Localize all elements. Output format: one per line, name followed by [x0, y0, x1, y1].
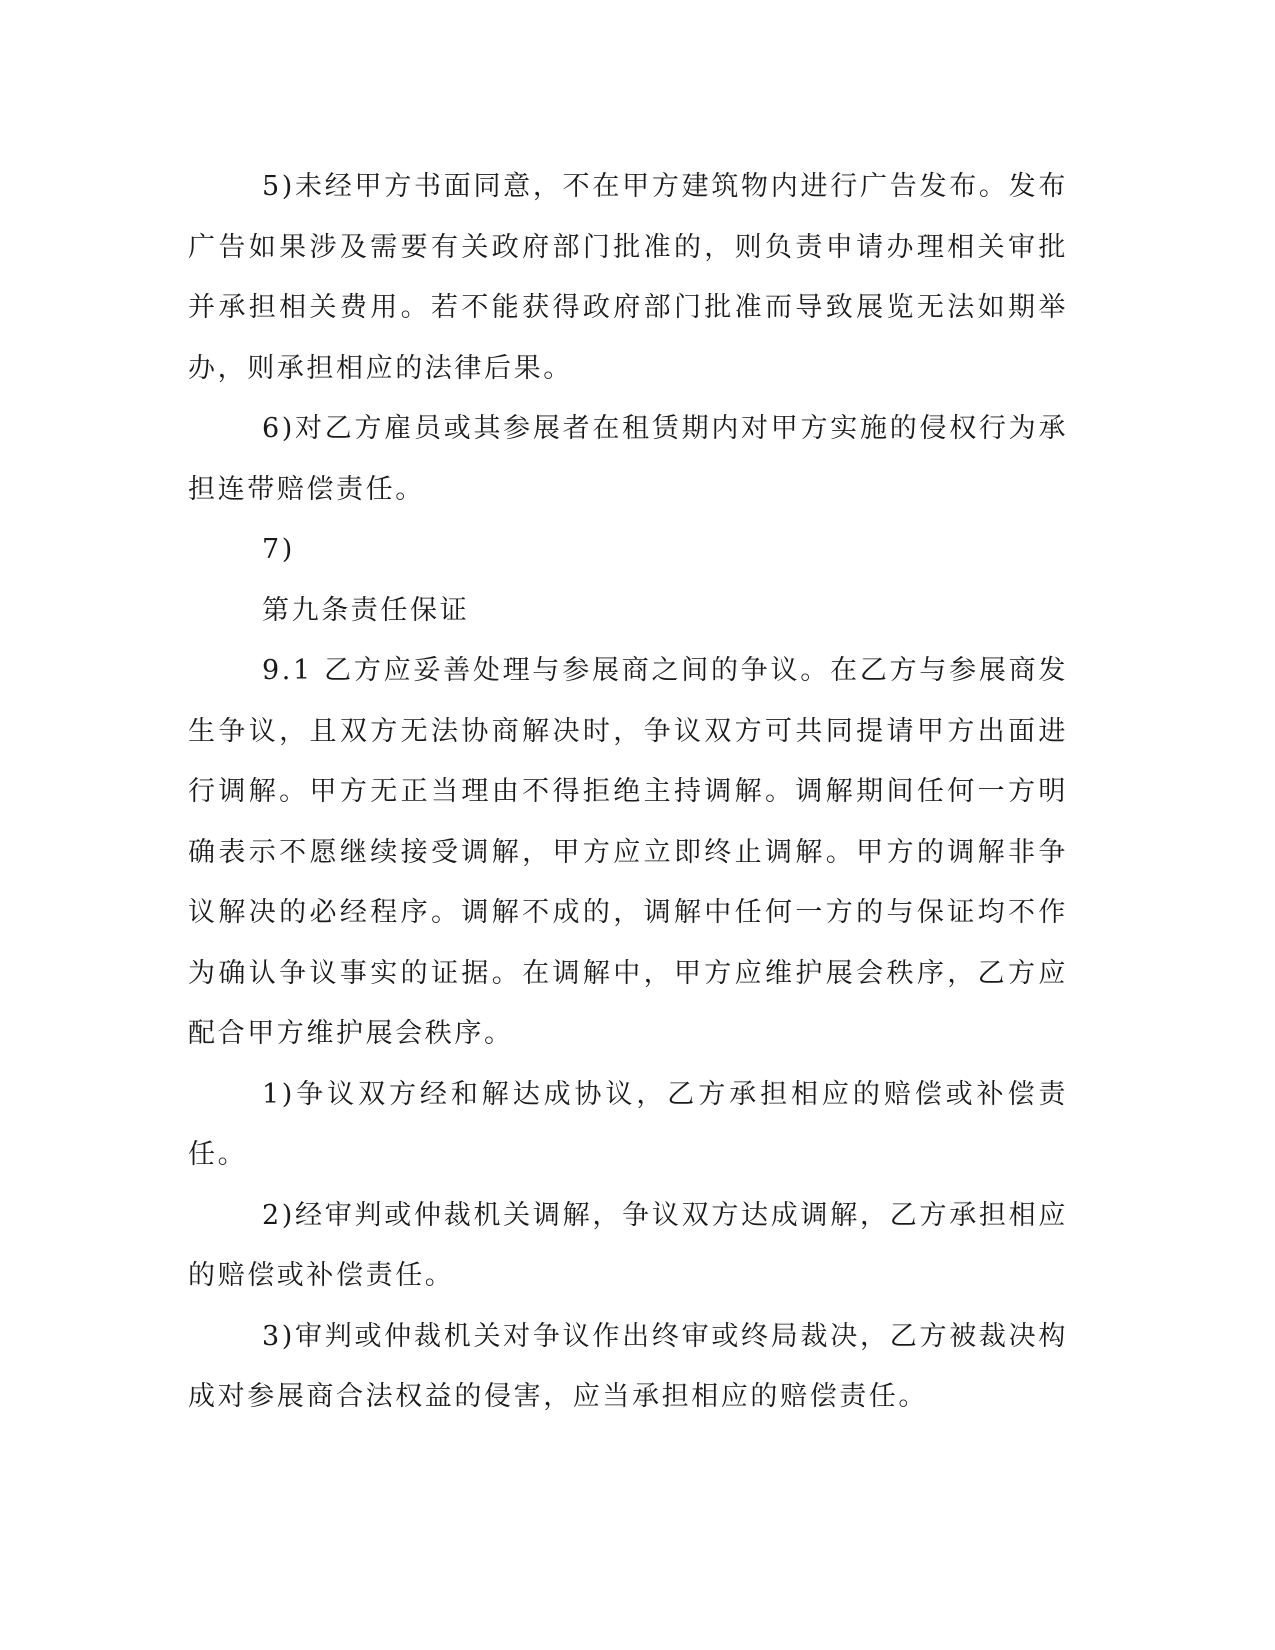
paragraph-item-1: 1)争议双方经和解达成协议，乙方承担相应的赔偿或补偿责任。	[188, 1078, 1068, 1170]
document-body	[188, 157, 1068, 1428]
paragraph-item-5: 5)未经甲方书面同意，不在甲方建筑物内进行广告发布。发布广告如果涉及需要有关政府部门批准的，则负责申请办理相关审批并承担相关费用。若不能获得政府部门批准而导致展览无法如期举办，则承担相应的法律后果。	[188, 171, 1068, 384]
paragraph-clause-9-1: 9.1 乙方应妥善处理与参展商之间的争议。在乙方与参展商发生争议，且双方无法协商解决时，争议双方可共同提请甲方出面进行调解。甲方无正当理由不得拒绝主持调解。调解期间任何一方明确表示不愿继续接受调解，甲方应立即终止调解。甲方的调解非争议解决的必经程序。调解不成的，调解中任何一方的与保证均不作为确认争议事实的证据。在调解中，甲方应维护展会秩序，乙方应配合甲方维护展会秩序。	[188, 655, 1068, 1049]
paragraph-item-2: 2)经审判或仲裁机关调解，争议双方达成调解，乙方承担相应的赔偿或补偿责任。	[188, 1199, 1068, 1291]
paragraph-item-3: 3)审判或仲裁机关对争议作出终审或终局裁决，乙方被裁决构成对参展商合法权益的侵害，应当承担相应的赔偿责任。	[188, 1320, 1068, 1412]
paragraph-item-6: 6)对乙方雇员或其参展者在租赁期内对甲方实施的侵权行为承担连带赔偿责任。	[188, 413, 1068, 505]
section-heading-article-9: 第九条责任保证	[262, 594, 470, 626]
paragraph-item-7: 7)	[262, 534, 295, 565]
